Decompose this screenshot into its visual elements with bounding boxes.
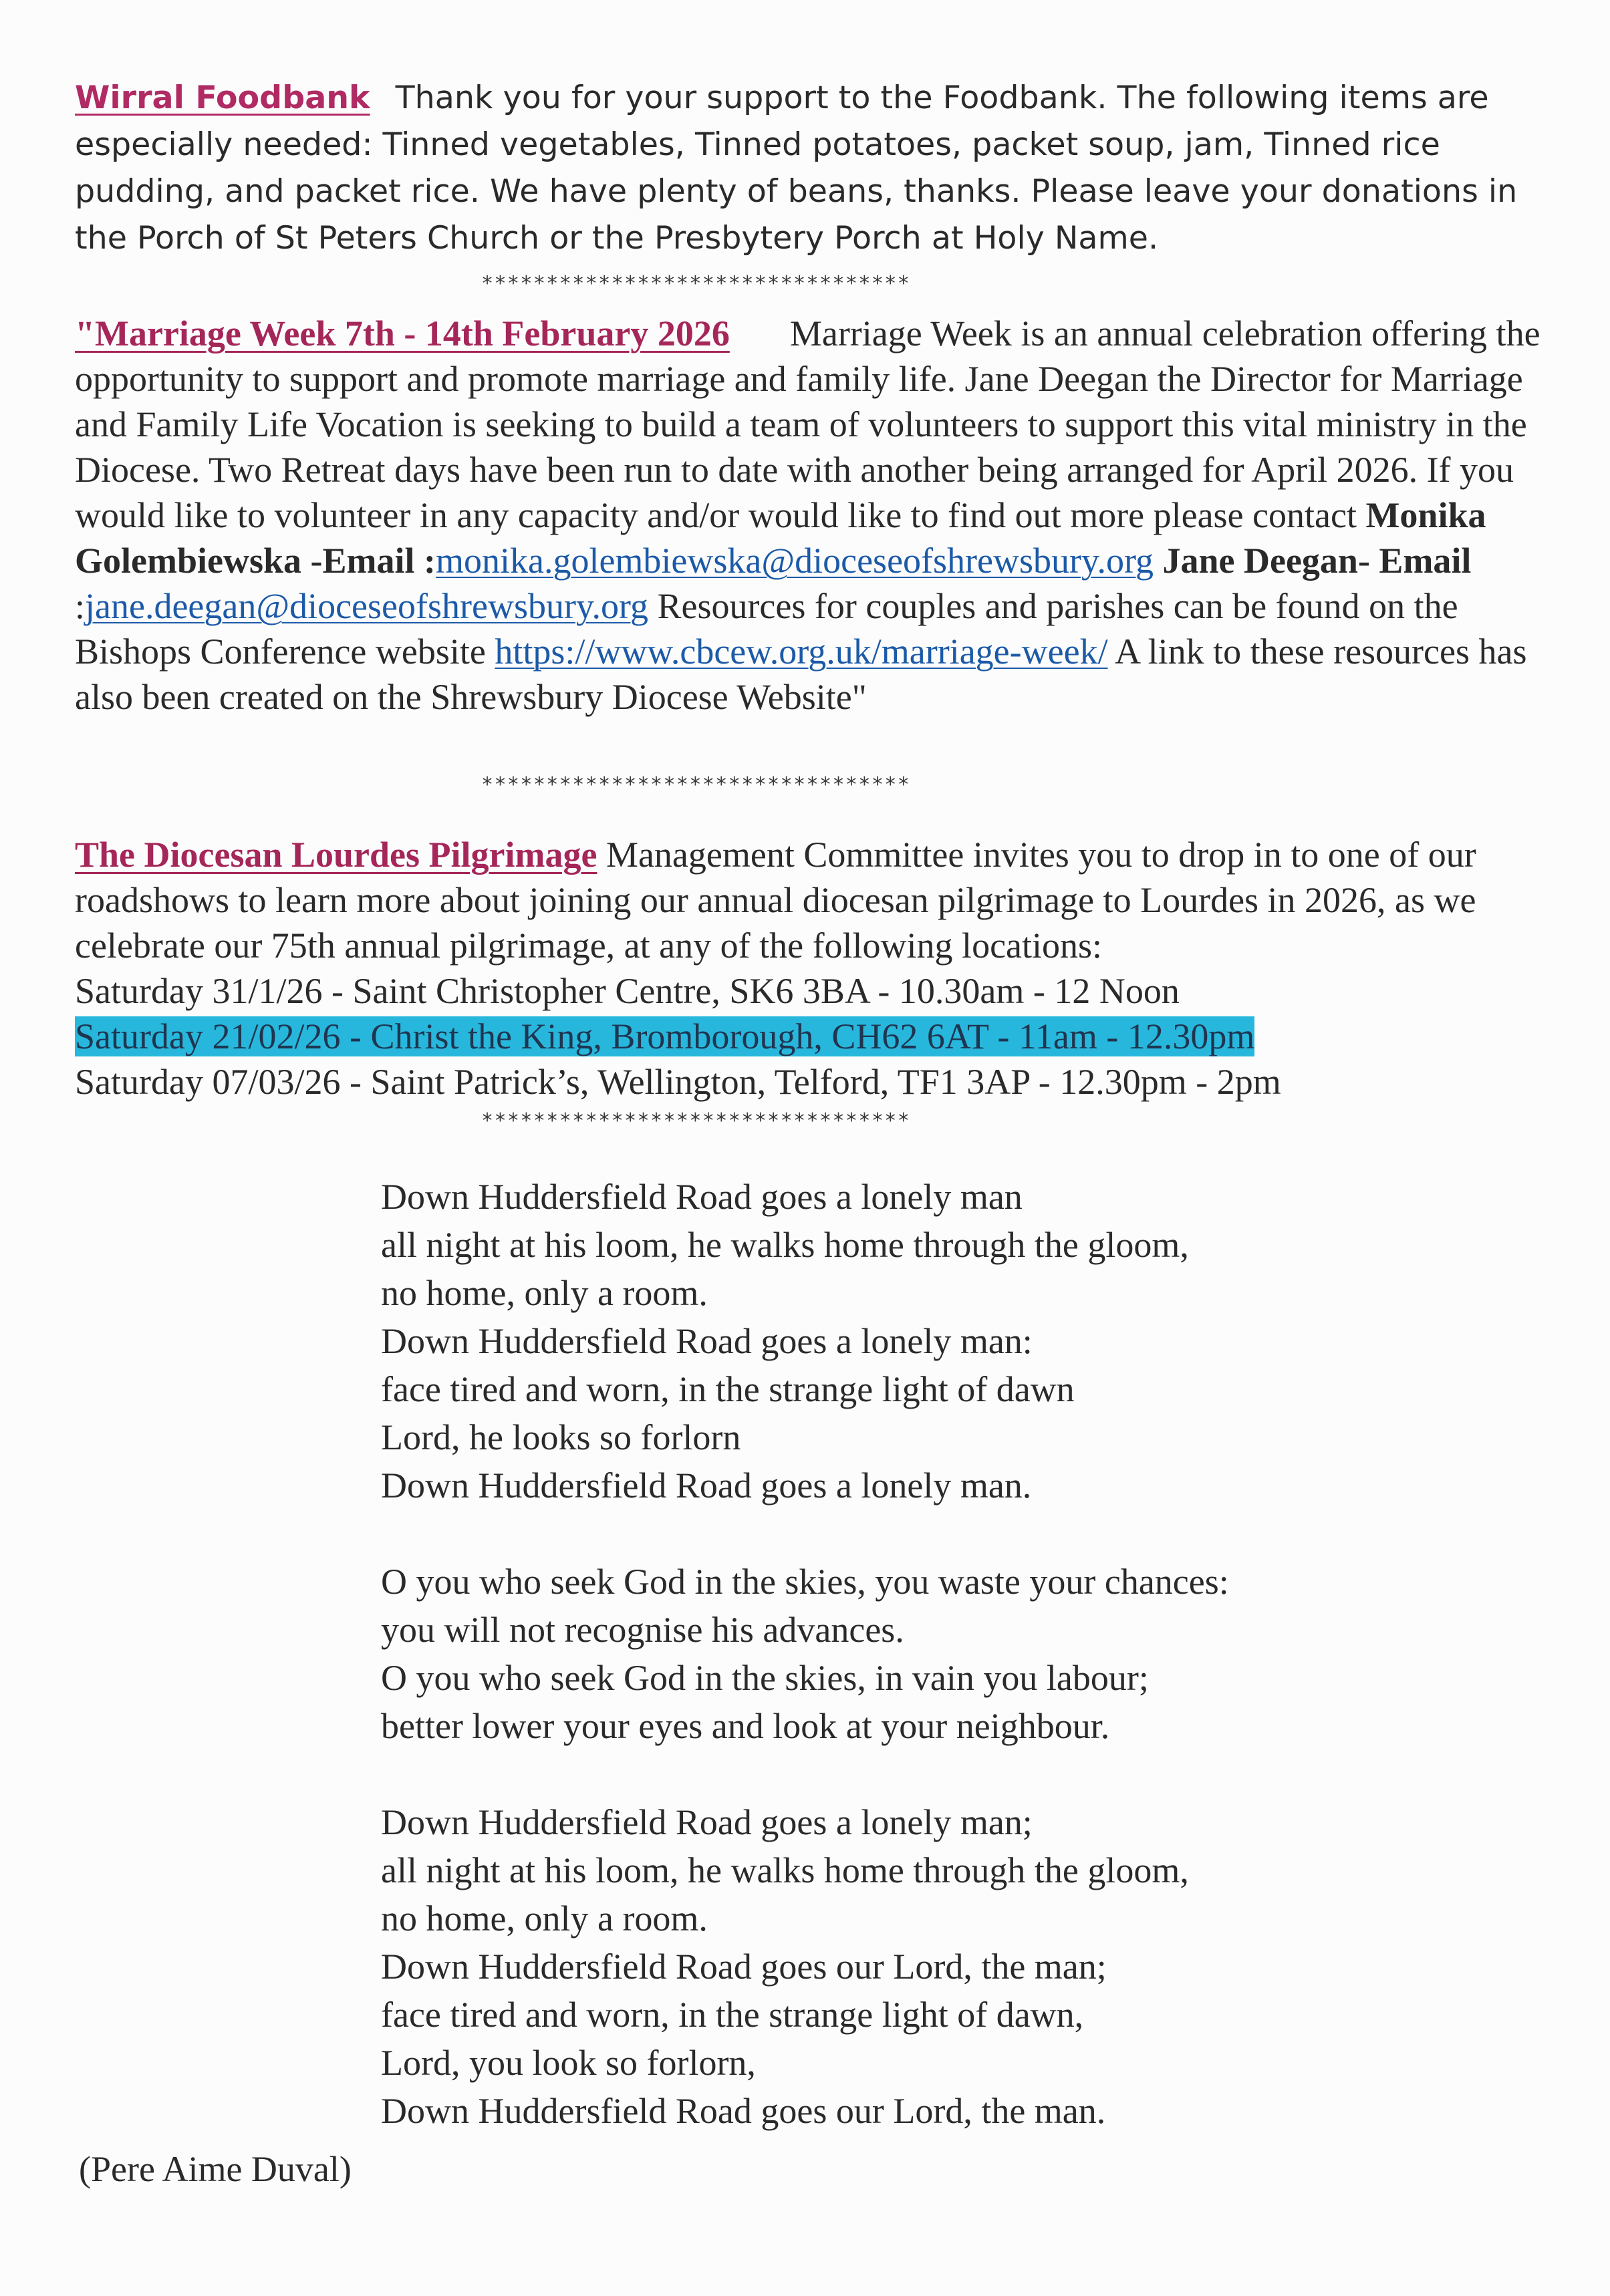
- contact-1-email-link[interactable]: monika.golembiewska@dioceseofshrewsbury.org: [435, 541, 1154, 581]
- contact-2-email-link[interactable]: jane.deegan@dioceseofshrewsbury.org: [85, 586, 648, 626]
- poem-line: Lord, he looks so forlorn: [381, 1417, 741, 1457]
- poem-line: face tired and worn, in the strange light of dawn: [381, 1369, 1075, 1409]
- poem-line: no home, only a room.: [381, 1898, 708, 1939]
- poem-line: no home, only a room.: [381, 1273, 708, 1313]
- poem-attribution: (Pere Aime Duval): [79, 2149, 352, 2189]
- contact-2-prefix: :: [75, 586, 86, 626]
- marriage-week-heading: "Marriage Week 7th - 14th February 2026: [75, 313, 730, 353]
- poem-line: O you who seek God in the skies, in vain you labour;: [381, 1658, 1149, 1698]
- poem-line: Down Huddersfield Road goes a lonely man;: [381, 1802, 1033, 1842]
- roadshow-item: Saturday 31/1/26 - Saint Christopher Centre, SK6 3BA - 10.30am - 12 Noon: [75, 971, 1180, 1011]
- marriage-week-closing: A link to these resources has also been created on the Shrewsbury Diocese Website": [75, 631, 1527, 717]
- poem-line: O you who seek God in the skies, you waste your chances:: [381, 1562, 1229, 1602]
- lourdes-intro: Management Committee invites you to drop in to one of our roadshows to learn more about joining our annual diocesan pilgrimage to Lourdes in 2026, as we celebrate our 75th annual pilgrimage, at any of the following locations:: [75, 835, 1476, 966]
- poem-line: Down Huddersfield Road goes a lonely man: [381, 1177, 1023, 1217]
- contact-1-prefix: :: [424, 541, 436, 581]
- poem-line: better lower your eyes and look at your neighbour.: [381, 1706, 1110, 1746]
- resources-text: Resources for couples and parishes can be found on the Bishops Conference website: [75, 586, 1458, 672]
- contact-1-label: Monika Golembiewska -Email: [75, 495, 1486, 581]
- foodbank-heading: Wirral Foodbank: [75, 80, 370, 116]
- poem: [381, 1173, 1229, 2135]
- poem-stanza: [381, 1558, 1229, 1750]
- separator: *********************************: [481, 272, 911, 295]
- foodbank-body: Thank you for your support to the Foodbank. The following items are especially needed: Tinned vegetables, Tinned potatoes, packet soup, jam, Tinned rice pudding, and packet rice. We have plenty of beans, thanks. Please leave your donations in the Porch of St Peters Church or the Presbytery Porch at Holy Name.: [75, 80, 1518, 257]
- contact-2-label: Jane Deegan- Email: [1162, 541, 1472, 581]
- poem-line: Down Huddersfield Road goes a lonely man.: [381, 1465, 1032, 1505]
- poem-line: Down Huddersfield Road goes a lonely man:: [381, 1321, 1033, 1361]
- poem-line: you will not recognise his advances.: [381, 1610, 904, 1650]
- poem-line: Lord, you look so forlorn,: [381, 2043, 756, 2083]
- poem-line: face tired and worn, in the strange light of dawn,: [381, 1995, 1084, 2035]
- lourdes-section: [75, 832, 1572, 1105]
- marriage-week-section: [75, 311, 1572, 720]
- roadshow-item-highlighted: Saturday 21/02/26 - Christ the King, Bromborough, CH62 6AT - 11am - 12.30pm: [75, 1016, 1255, 1056]
- poem-stanza: [381, 1798, 1229, 2135]
- poem-stanza: [381, 1173, 1229, 1510]
- lourdes-heading: The Diocesan Lourdes Pilgrimage: [75, 835, 597, 875]
- poem-line: all night at his loom, he walks home through the gloom,: [381, 1225, 1189, 1265]
- poem-line: all night at his loom, he walks home through the gloom,: [381, 1850, 1189, 1890]
- roadshow-item: Saturday 07/03/26 - Saint Patrick’s, Wellington, Telford, TF1 3AP - 12.30pm - 2pm: [75, 1062, 1281, 1102]
- separator: *********************************: [481, 1109, 911, 1133]
- poem-line: Down Huddersfield Road goes our Lord, the man;: [381, 1947, 1107, 1987]
- separator: *********************************: [481, 773, 911, 797]
- poem-line: Down Huddersfield Road goes our Lord, the man.: [381, 2091, 1106, 2131]
- marriage-week-body: Marriage Week is an annual celebration offering the opportunity to support and promote marriage and family life. Jane Deegan the Director for Marriage and Family Life Vocation is seeking to build a team of volunteers to support this vital ministry in the Diocese. Two Retreat days have been run to date with another being arranged for April 2026. If you would like to volunteer in any capacity and/or would like to find out more please contact: [75, 313, 1540, 535]
- resources-link[interactable]: https://www.cbcew.org.uk/marriage-week/: [495, 631, 1108, 672]
- foodbank-section: [75, 75, 1545, 262]
